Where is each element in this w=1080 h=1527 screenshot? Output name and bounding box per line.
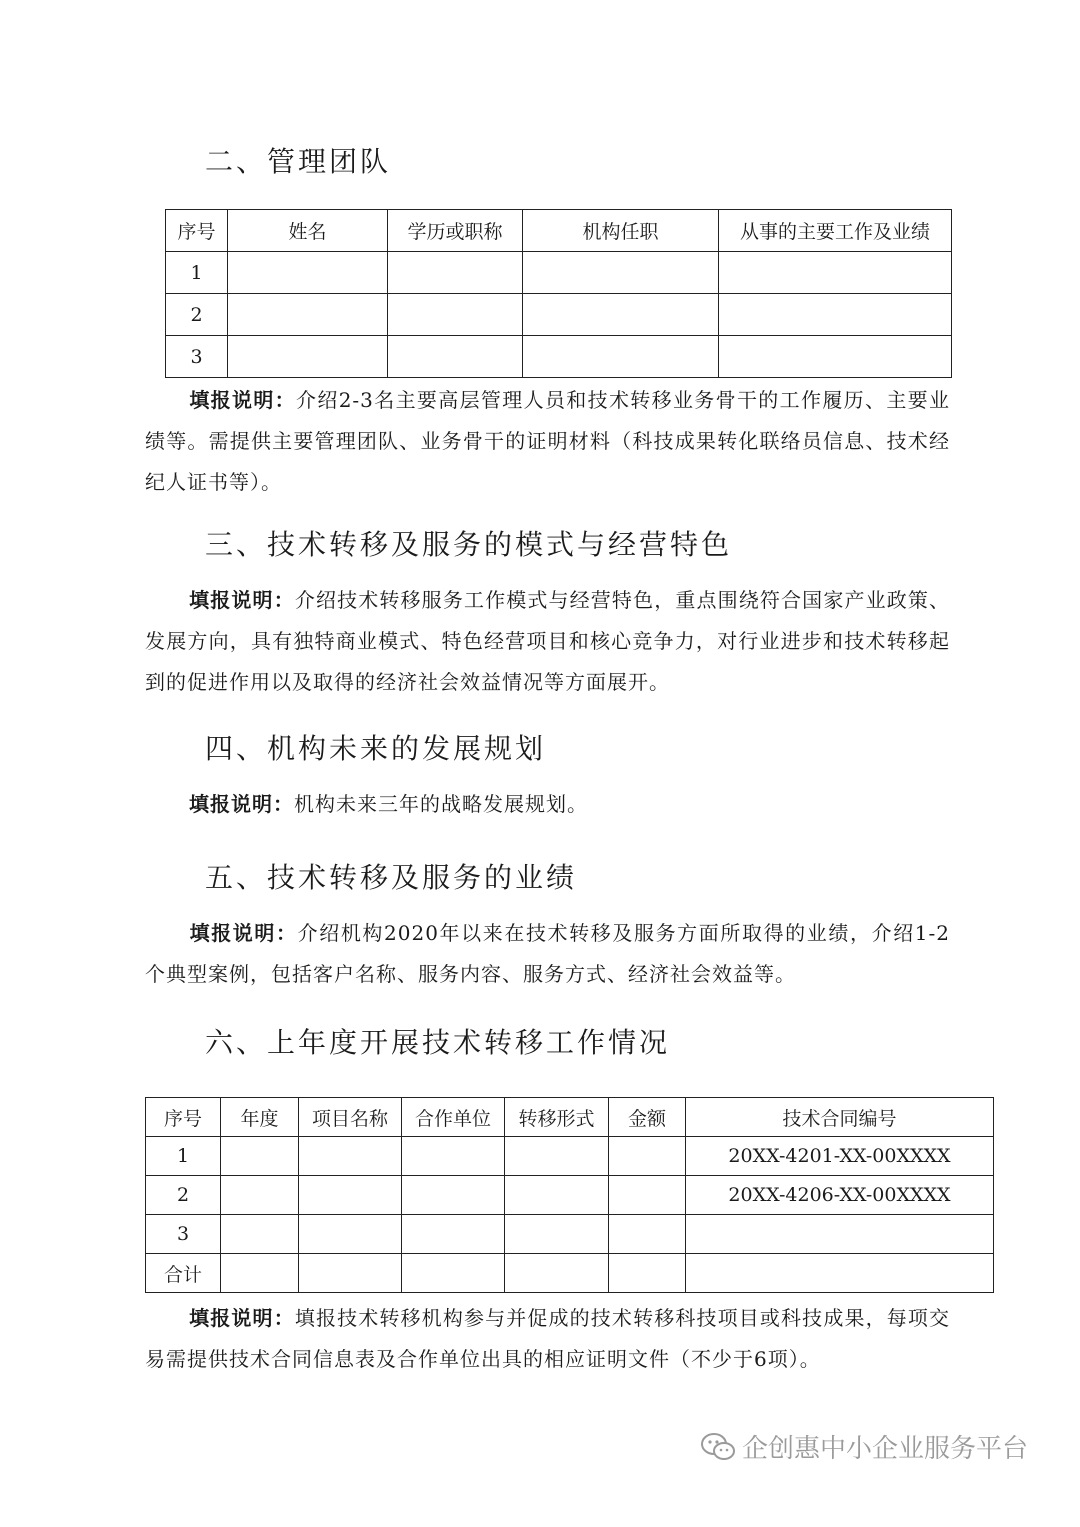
column-header: 转移形式 bbox=[505, 1098, 609, 1137]
table-cell bbox=[719, 336, 952, 378]
table-row bbox=[166, 336, 952, 378]
table-cell: 1 bbox=[146, 1137, 221, 1176]
column-header: 机构任职 bbox=[523, 210, 719, 252]
section-6-note bbox=[145, 1298, 950, 1380]
table-cell bbox=[402, 1254, 505, 1293]
table-cell bbox=[609, 1176, 686, 1215]
column-header: 学历或职称 bbox=[388, 210, 523, 252]
table-cell bbox=[505, 1215, 609, 1254]
table-cell bbox=[686, 1215, 994, 1254]
table-cell bbox=[523, 252, 719, 294]
table-cell bbox=[505, 1176, 609, 1215]
table-cell bbox=[609, 1137, 686, 1176]
note-label: 填报说明： bbox=[189, 388, 297, 412]
table-cell bbox=[388, 252, 523, 294]
table-row bbox=[166, 294, 952, 336]
column-header: 序号 bbox=[166, 210, 228, 252]
table-cell bbox=[402, 1215, 505, 1254]
section-5-note bbox=[145, 913, 950, 995]
table-cell bbox=[719, 294, 952, 336]
section-6-heading: 六、上年度开展技术转移工作情况 bbox=[205, 1026, 671, 1059]
table-cell bbox=[221, 1137, 299, 1176]
table-cell bbox=[228, 294, 388, 336]
table-cell bbox=[221, 1176, 299, 1215]
header-row bbox=[166, 210, 952, 252]
table-cell bbox=[388, 336, 523, 378]
watermark-text: 企创惠中小企业服务平台 bbox=[742, 1434, 1029, 1464]
note-label: 填报说明： bbox=[189, 921, 298, 945]
table-cell bbox=[609, 1215, 686, 1254]
table-row bbox=[146, 1254, 994, 1293]
management-team-table bbox=[165, 209, 952, 378]
table-cell bbox=[686, 1254, 994, 1293]
table-row bbox=[146, 1215, 994, 1254]
table-cell bbox=[609, 1254, 686, 1293]
note-text: 介绍技术转移服务工作模式与经营特色，重点围绕符合国家产业政策、发展方向，具有独特商业模式、特色经营项目和核心竞争力，对行业进步和技术转移起到的促进作用以及取得的经济社会效益情况等方面展开。 bbox=[145, 588, 951, 694]
table-row bbox=[166, 252, 952, 294]
column-header: 从事的主要工作及业绩 bbox=[719, 210, 952, 252]
table-cell bbox=[523, 336, 719, 378]
table-cell bbox=[299, 1254, 402, 1293]
table-cell: 20XX-4201-XX-00XXXX bbox=[686, 1137, 994, 1176]
note-text: 介绍2-3名主要高层管理人员和技术转移业务骨干的工作履历、主要业绩等。需提供主要管理团队、业务骨干的证明材料（科技成果转化联络员信息、技术经纪人证书等）。 bbox=[145, 388, 950, 494]
table-cell: 1 bbox=[166, 252, 228, 294]
table-row bbox=[146, 1176, 994, 1215]
table-cell bbox=[299, 1137, 402, 1176]
table-cell bbox=[402, 1176, 505, 1215]
column-header: 姓名 bbox=[228, 210, 388, 252]
table-cell: 2 bbox=[166, 294, 228, 336]
column-header: 年度 bbox=[221, 1098, 299, 1137]
table-cell bbox=[719, 252, 952, 294]
table-cell bbox=[299, 1176, 402, 1215]
note-text: 填报技术转移机构参与并促成的技术转移科技项目或科技成果，每项交易需提供技术合同信息表及合作单位出具的相应证明文件（不少于6项）。 bbox=[145, 1306, 951, 1371]
table-cell bbox=[228, 336, 388, 378]
table-cell bbox=[402, 1137, 505, 1176]
table-cell bbox=[221, 1254, 299, 1293]
table-cell bbox=[388, 294, 523, 336]
note-label: 填报说明： bbox=[189, 588, 295, 612]
table-cell bbox=[221, 1215, 299, 1254]
section-2-note bbox=[145, 380, 950, 503]
table-cell: 3 bbox=[146, 1215, 221, 1254]
column-header: 序号 bbox=[146, 1098, 221, 1137]
note-text: 介绍机构2020年以来在技术转移及服务方面所取得的业绩，介绍1-2个典型案例，包括客户名称、服务内容、服务方式、经济社会效益等。 bbox=[145, 921, 951, 986]
table-cell: 合计 bbox=[146, 1254, 221, 1293]
table-row bbox=[146, 1137, 994, 1176]
section-2-heading: 二、管理团队 bbox=[205, 145, 392, 178]
table-cell bbox=[523, 294, 719, 336]
note-text: 机构未来三年的战略发展规划。 bbox=[294, 792, 588, 816]
table-cell: 3 bbox=[166, 336, 228, 378]
watermark bbox=[700, 1428, 1028, 1465]
section-3-heading: 三、技术转移及服务的模式与经营特色 bbox=[205, 528, 733, 561]
section-4-note bbox=[145, 784, 950, 825]
column-header: 项目名称 bbox=[299, 1098, 402, 1137]
table-cell bbox=[505, 1137, 609, 1176]
column-header: 金额 bbox=[609, 1098, 686, 1137]
table-cell bbox=[228, 252, 388, 294]
note-label: 填报说明： bbox=[189, 1306, 295, 1330]
transfer-work-table bbox=[145, 1097, 994, 1293]
section-5-heading: 五、技术转移及服务的业绩 bbox=[205, 861, 578, 894]
table-cell bbox=[299, 1215, 402, 1254]
column-header: 合作单位 bbox=[402, 1098, 505, 1137]
note-label: 填报说明： bbox=[189, 792, 294, 816]
column-header: 技术合同编号 bbox=[686, 1098, 994, 1137]
wechat-icon bbox=[700, 1432, 736, 1462]
table-cell bbox=[505, 1254, 609, 1293]
header-row bbox=[146, 1098, 994, 1137]
table-cell: 20XX-4206-XX-00XXXX bbox=[686, 1176, 994, 1215]
table-cell: 2 bbox=[146, 1176, 221, 1215]
section-3-note bbox=[145, 580, 950, 703]
section-4-heading: 四、机构未来的发展规划 bbox=[205, 732, 547, 765]
